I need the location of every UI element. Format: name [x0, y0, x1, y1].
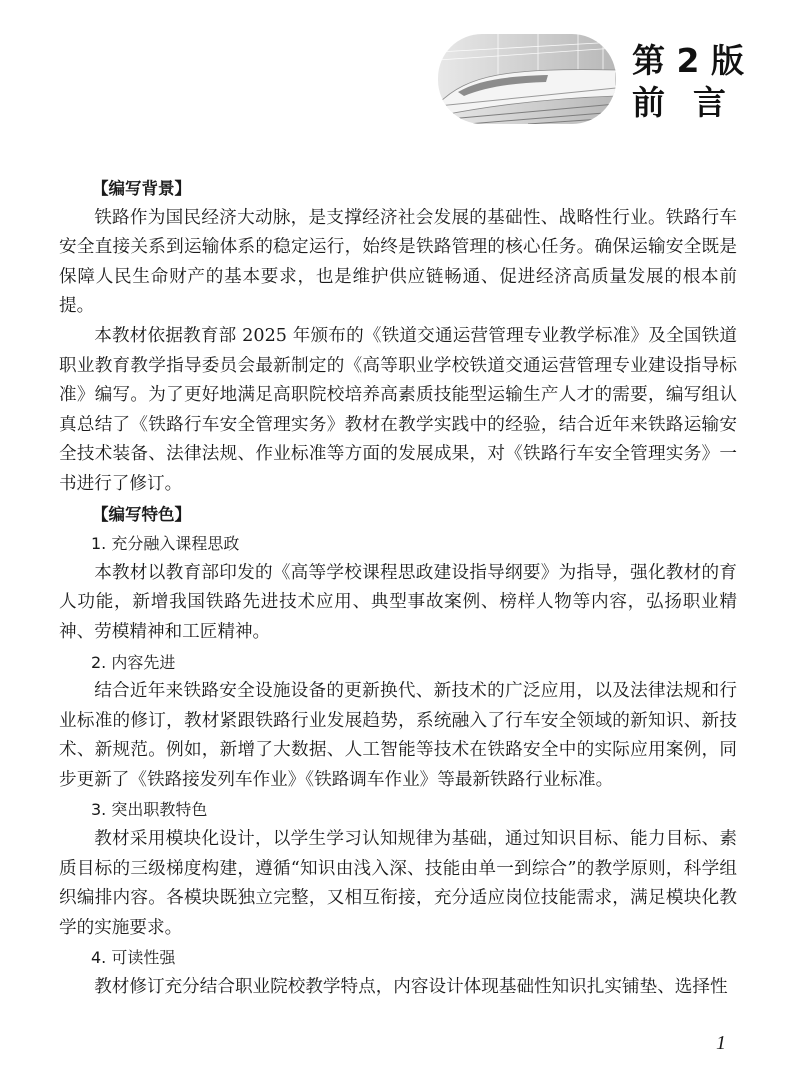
feature-title-1: 1. 充分融入课程思政: [91, 534, 240, 554]
high-speed-train-illustration-icon: [438, 34, 616, 124]
page-number: 1: [716, 1032, 726, 1054]
feature-text-2: 结合近年来铁路安全设施设备的更新换代、新技术的广泛应用，以及法律法规和行业标准的修订，教材紧跟铁路行业发展趋势，系统融入了行车安全领域的新知识、新技术、新规范。例如，新增了大数据、人工智能等技术在铁路安全中的实际应用案例，同步更新了《铁路接发列车作业》《铁路调车作业》等最新铁路行业标准。: [59, 681, 737, 790]
feature-text-3: 教材采用模块化设计，以学生学习认知规律为基础，通过知识目标、能力目标、素质目标的三级梯度构建，遵循“知识由浅入深、技能由单一到综合”的教学原则，科学组织编排内容。各模块既独立完整，又相互衔接，充分适应岗位技能需求，满足模块化教学的实施要求。: [59, 829, 737, 938]
page-title: [632, 40, 762, 124]
feature-title-2: 2. 内容先进: [91, 652, 176, 672]
feature-title-4: 4. 可读性强: [91, 948, 176, 968]
feature-text-1: 本教材以教育部印发的《高等学校课程思政建设指导纲要》为指导，强化教材的育人功能，新增我国铁路先进技术应用、典型事故案例、榜样人物等内容，弘扬职业精神、劳模精神和工匠精神。: [59, 562, 737, 642]
feature-text-4: 教材修订充分结合职业院校教学特点，内容设计体现基础性知识扎实铺垫、选择性: [94, 977, 728, 998]
section-heading-features: 【编写特色】: [92, 504, 191, 524]
edition-label: 第 2 版: [632, 41, 744, 80]
preface-label: 前言: [632, 83, 754, 122]
paragraph-background-2: 本教材依据教育部 2025 年颁布的《铁道交通运营管理专业教学标准》及全国铁道职业教育教学指导委员会最新制定的《高等职业学校铁道交通运营管理专业建设指导标准》编写。为了更好地满足高职院校培养高素质技能型运输生产人才的需要，编写组认真总结了《铁路行车安全管理实务》教材在教学实践中的经验，结合近年来铁路运输安全技术装备、法律法规、作业标准等方面的发展成果，对《铁路行车安全管理实务》一书进行了修订。: [59, 325, 737, 494]
section-heading-background: 【编写背景】: [92, 179, 191, 198]
paragraph-background-1: 铁路作为国民经济大动脉，是支撑经济社会发展的基础性、战略性行业。铁路行车安全直接关系到运输体系的稳定运行，始终是铁路管理的核心任务。确保运输安全既是保障人民生命财产的基本要求，也是维护供应链畅通、促进经济高质量发展的根本前提。: [59, 207, 737, 317]
preface-body: [59, 174, 737, 1003]
feature-title-3: 3. 突出职教特色: [91, 800, 208, 820]
